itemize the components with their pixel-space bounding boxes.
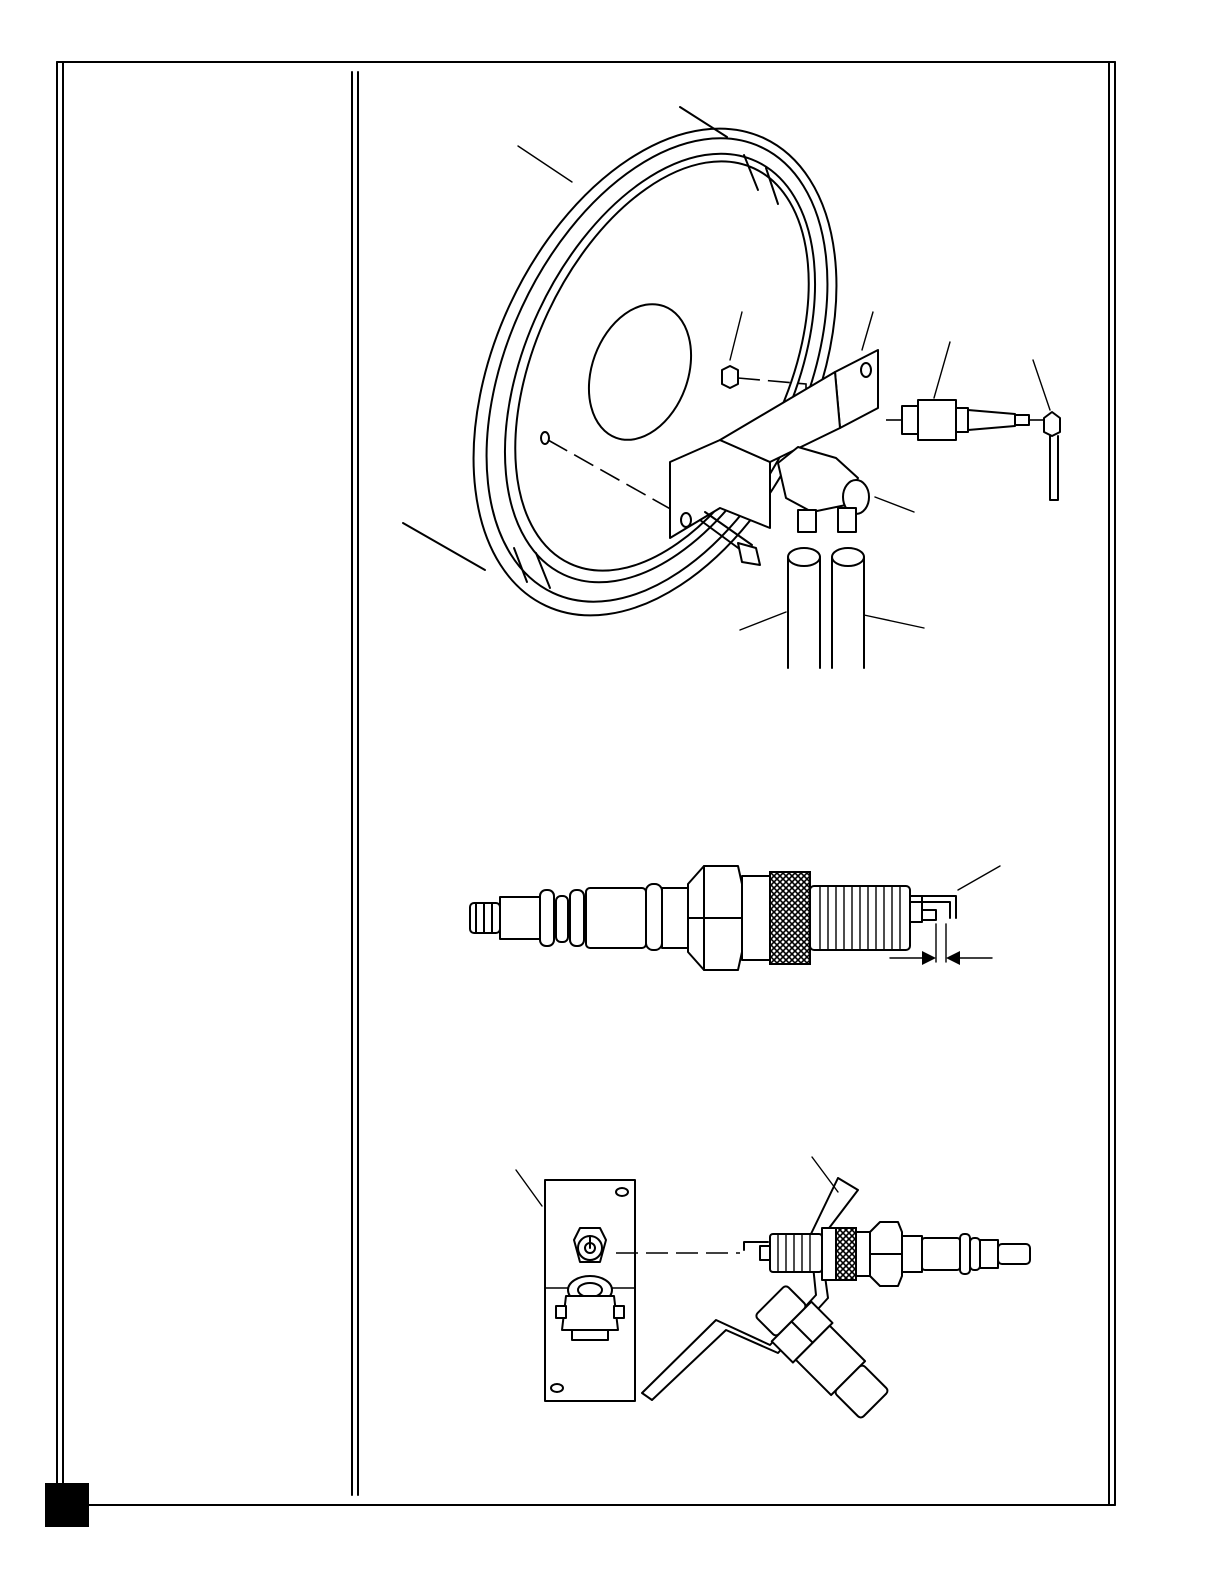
ignitor-wire-part (1029, 412, 1060, 500)
burner-assembly-figure (401, 71, 1060, 674)
nozzle-alignment-figure (516, 1157, 1030, 1425)
spark-plug-gap-figure (470, 866, 1000, 970)
column-divider (352, 72, 358, 1495)
leader-lines (518, 146, 1050, 630)
spark-plug-part (886, 400, 1029, 440)
page-number-tab (45, 1483, 89, 1527)
